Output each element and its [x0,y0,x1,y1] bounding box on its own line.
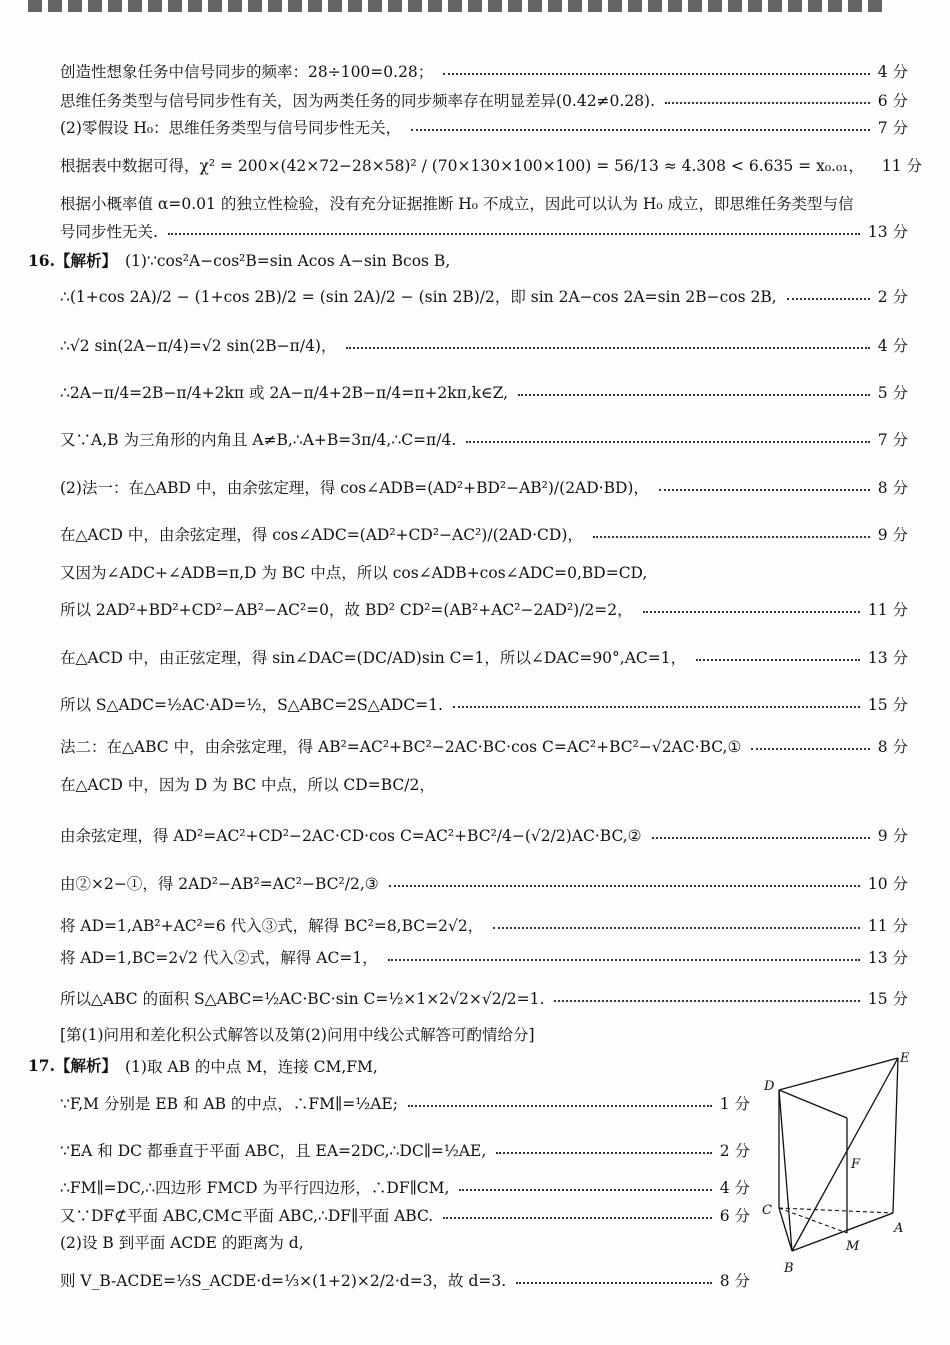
q15-line-5: 根据小概率值 α=0.01 的独立性检验，没有充分证据推断 H₀ 不成立，因此可以认为 H₀ 成立，即思维任务类型与信 [60,195,854,213]
label-A: A [894,1221,904,1236]
q15-line-4: 根据表中数据可得，χ² = 200×(42×72−28×58)² / (70×130×100×100) = 56/13 ≈ 4.308 < 6.635 = x₀.₀₁， 11 分 [60,157,923,175]
q17-line-7: 则 V_B-ACDE=⅓S_ACDE·d=⅓×(1+2)×2/2·d=3，故 d=3. 8 分 [60,1272,750,1290]
q16-line-5: 又∵A,B 为三角形的内角且 A≠B,∴A+B=3π/4,∴C=π/4. 7 分 [60,431,908,449]
label-B: B [784,1261,794,1276]
q17-line-4: ∴FM∥=DC,∴四边形 FMCD 为平行四边形，∴DF∥CM, 4 分 [60,1179,750,1197]
q15-line-6: 号同步性无关. 13 分 [60,223,908,241]
q16-line-13: 在△ACD 中，因为 D 为 BC 中点，所以 CD=BC/2， [60,776,435,794]
q16-line-15: 由②×2−①，得 2AD²−AB²=AC²−BC²/2,③ 10 分 [60,875,908,893]
q16-line-4: ∴2A−π/4=2B−π/4+2kπ 或 2A−π/4+2B−π/4=π+2kπ,k∈Z, 5 分 [60,384,908,402]
label-M: M [846,1239,860,1254]
label-F: F [851,1157,861,1172]
q15-line-3: (2)零假设 H₀：思维任务类型与信号同步性无关， 7 分 [60,119,908,137]
q16-note: [第(1)问用和差化积公式解答以及第(2)问用中线公式解答可酌情给分] [60,1026,535,1044]
q17-line-3: ∵EA 和 DC 都垂直于平面 ABC，且 EA=2DC,∴DC∥=½AE, 2 分 [60,1142,750,1160]
q17-number: 17.【解析】 [28,1056,117,1075]
q16-number: 16.【解析】 [28,251,117,270]
q16-line-8: 又因为∠ADC+∠ADB=π,D 为 BC 中点，所以 cos∠ADB+cos∠ADC=0,BD=CD, [60,564,648,582]
q17-line-2: ∵F,M 分别是 EB 和 AB 的中点，∴FM∥=½AE; 1 分 [60,1095,750,1113]
q17-line-1: (1)取 AB 的中点 M，连接 CM,FM, [125,1058,378,1076]
q17-line-6: (2)设 B 到平面 ACDE 的距离为 d, [60,1234,304,1252]
q15-line-1: 创造性想象任务中信号同步的频率：28÷100=0.28； 4 分 [60,63,908,81]
geometry-figure [752,1048,922,1288]
q16-line-12: 法二：在△ABC 中，由余弦定理，得 AB²=AC²+BC²−2AC·BC·cos C=AC²+BC²−√2AC·BC,① 8 分 [60,738,908,756]
q16-line-10: 在△ACD 中，由正弦定理，得 sin∠DAC=(DC/AD)sin C=1，所以∠DAC=90°,AC=1， 13 分 [60,649,908,667]
q16-line-17: 将 AD=1,BC=2√2 代入②式，解得 AC=1， 13 分 [60,949,908,967]
q17-line-5: 又∵DF⊄平面 ABC,CM⊂平面 ABC,∴DF∥平面 ABC. 6 分 [60,1207,750,1225]
q16-line-3: ∴√2 sin(2A−π/4)=√2 sin(2B−π/4)， 4 分 [60,337,908,355]
label-C: C [762,1203,772,1218]
label-E: E [900,1051,910,1066]
q16-line-18: 所以△ABC 的面积 S△ABC=½AC·BC·sin C=½×1×2√2×√2/2=1. 15 分 [60,990,908,1008]
q16-line-6: (2)法一：在△ABD 中，由余弦定理，得 cos∠ADB=(AD²+BD²−AB²)/(2AD·BD)， 8 分 [60,479,908,497]
q16-line-7: 在△ACD 中，由余弦定理，得 cos∠ADC=(AD²+CD²−AC²)/(2AD·CD)， 9 分 [60,526,908,544]
q16-line-9: 所以 2AD²+BD²+CD²−AB²−AC²=0，故 BD² CD²=(AB²+AC²−2AD²)/2=2， 11 分 [60,601,908,619]
q16-line-16: 将 AD=1,AB²+AC²=6 代入③式，解得 BC²=8,BC=2√2， 11 分 [60,917,908,935]
q16-line-2: ∴(1+cos 2A)/2 − (1+cos 2B)/2 = (sin 2A)/2 − (sin 2B)/2，即 sin 2A−cos 2A=sin 2B−cos 2B, 2 分 [60,288,908,306]
cropped-top-line [28,0,888,12]
q15-line-2: 思维任务类型与信号同步性有关，因为两类任务的同步频率存在明显差异(0.42≠0.28). 6 分 [60,92,908,110]
label-D: D [764,1079,775,1094]
q16-line-1: (1)∵cos²A−cos²B=sin Acos A−sin Bcos B, [125,252,451,270]
q16-line-11: 所以 S△ADC=½AC·AD=½，S△ABC=2S△ADC=1. 15 分 [60,696,908,714]
q16-line-14: 由余弦定理，得 AD²=AC²+CD²−2AC·CD·cos C=AC²+BC²/4−(√2/2)AC·BC,② 9 分 [60,827,908,845]
